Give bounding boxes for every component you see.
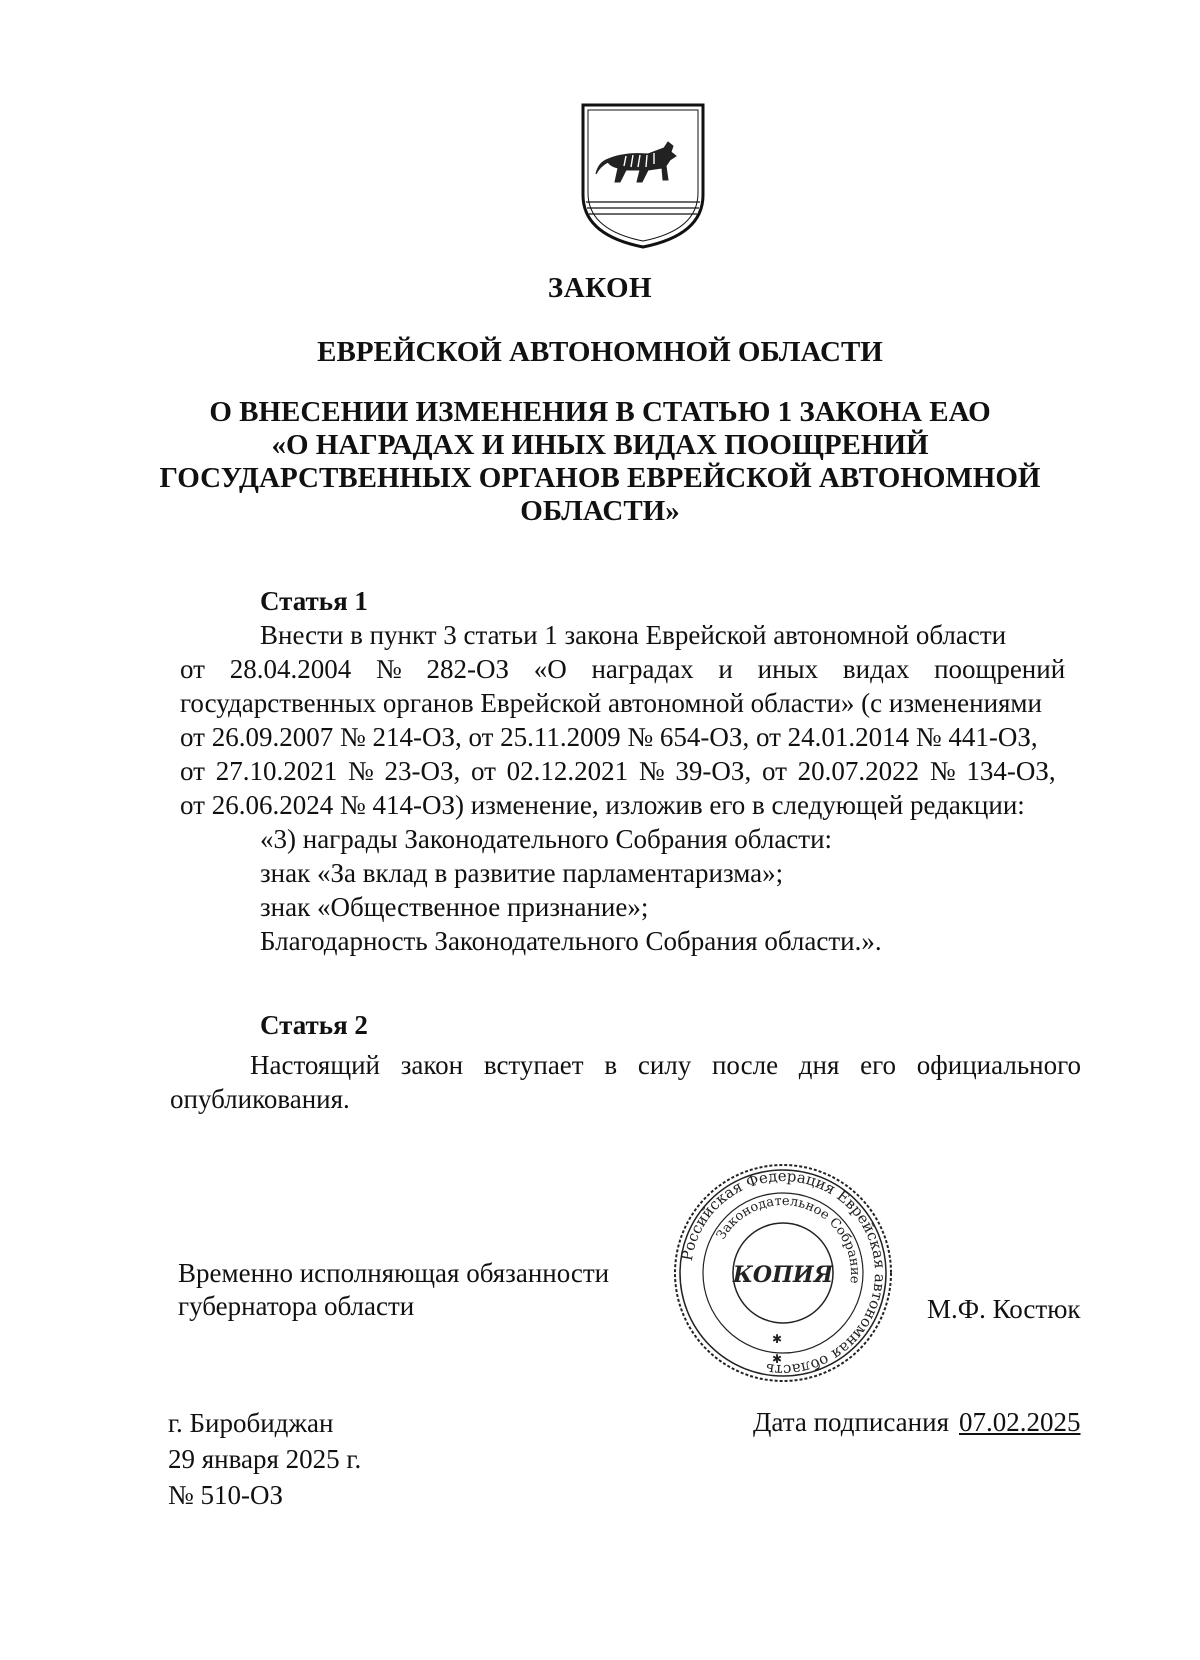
quoted-line: знак «За вклад в развитие парламентаризма»;	[260, 858, 784, 888]
quoted-line: знак «Общественное признание»;	[260, 892, 649, 922]
signatory-position	[178, 1257, 609, 1323]
signing-date-label: Дата подписания	[753, 1407, 949, 1437]
article-2-body	[170, 1048, 1100, 1116]
law-title-line: ОБЛАСТИ»	[520, 495, 680, 527]
place-date-number	[168, 1405, 361, 1513]
article-2-line: Настоящий закон вступает в силу после дня его официального	[250, 1050, 1081, 1080]
signatory-name: М.Ф. Костюк	[927, 1294, 1081, 1324]
signing-date-value: 07.02.2025	[959, 1407, 1081, 1437]
quoted-line: Благодарность Законодательного Собрания области.».	[260, 926, 882, 956]
article-1-line: от 27.10.2021 № 23-ОЗ, от 02.12.2021 № 39-ОЗ, от 20.07.2022 № 134-ОЗ,	[180, 756, 1056, 786]
article-1-line: государственных органов Еврейской автономной области» (с изменениями	[180, 688, 1042, 718]
signatory-position-line: губернатора области	[178, 1291, 415, 1321]
law-date: 29 января 2025 г.	[168, 1444, 362, 1474]
document-type-title: ЗАКОН	[547, 272, 653, 304]
stamp-outer-text: Российская Федерация Еврейская автономная область	[677, 1166, 890, 1380]
law-title	[150, 396, 1050, 528]
article-1-line: от 26.09.2007 № 214-ОЗ, от 25.11.2009 № 654-ОЗ, от 24.01.2014 № 441-ОЗ,	[180, 722, 1038, 752]
tiger-coat-of-arms-icon	[578, 100, 708, 250]
article-1-line: Внести в пункт 3 статьи 1 закона Еврейской автономной области	[260, 620, 1007, 650]
stamp-center-text: КОПИЯ	[732, 1262, 834, 1288]
article-2-heading: Статья 2	[260, 1010, 368, 1040]
article-1-heading: Статья 1	[260, 586, 368, 616]
city: г. Биробиджан	[168, 1408, 334, 1438]
law-title-line: О ВНЕСЕНИИ ИЗМЕНЕНИЯ В СТАТЬЮ 1 ЗАКОНА ЕАО	[209, 396, 991, 428]
official-stamp	[668, 1158, 898, 1388]
article-1-line: от 28.04.2004 № 282-ОЗ «О наградах и иных видах поощрений	[180, 654, 1066, 684]
stamp-inner-text: Законодательное Собрание	[713, 1193, 863, 1285]
stamp-star-icon: ✱	[772, 1332, 783, 1346]
article-2-line: опубликования.	[170, 1084, 350, 1114]
stamp-star-icon: ✱	[772, 1352, 783, 1366]
quoted-line: «3) награды Законодательного Собрания области:	[260, 824, 833, 854]
article-1-line: от 26.06.2024 № 414-ОЗ) изменение, изложив его в следующей редакции:	[180, 790, 1025, 820]
signatory-position-line: Временно исполняющая обязанности	[178, 1258, 610, 1288]
region-title: ЕВРЕЙСКОЙ АВТОНОМНОЙ ОБЛАСТИ	[317, 336, 883, 368]
article-1-body	[180, 618, 1100, 958]
law-title-line: ГОСУДАРСТВЕННЫХ ОРГАНОВ ЕВРЕЙСКОЙ АВТОНОМНОЙ	[159, 462, 1041, 494]
law-number: № 510-ОЗ	[168, 1480, 284, 1510]
signing-date	[753, 1407, 1081, 1438]
law-title-line: «О НАГРАДАХ И ИНЫХ ВИДАХ ПООЩРЕНИЙ	[271, 429, 929, 461]
